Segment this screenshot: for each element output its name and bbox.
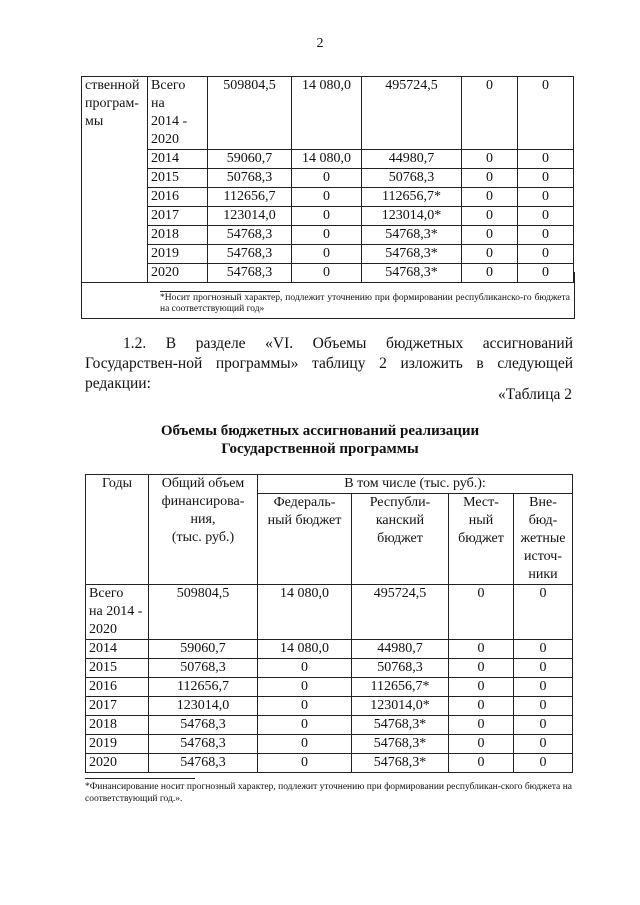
other-header-line: Вне- xyxy=(529,495,557,510)
total-cell: 54768,3 xyxy=(208,264,292,283)
federal-cell: 0 xyxy=(258,697,352,716)
total-cell: 112656,7 xyxy=(208,188,292,207)
local-header-line: Мест- xyxy=(463,495,499,510)
local-cell: 0 xyxy=(449,735,514,754)
period-cell-line: на xyxy=(151,96,165,111)
period-cell-line: 2017 xyxy=(151,208,179,223)
table-row xyxy=(86,716,573,735)
federal-cell: 0 xyxy=(258,659,352,678)
table-row xyxy=(86,735,573,754)
total-cell: 123014,0 xyxy=(149,697,258,716)
table-row xyxy=(82,77,574,150)
other-cell: 0 xyxy=(514,716,573,735)
other-cell: 0 xyxy=(518,169,574,188)
local-cell: 0 xyxy=(462,264,518,283)
table-title-line: Объемы бюджетных ассигнований реализации xyxy=(160,423,480,439)
other-cell: 0 xyxy=(518,77,574,150)
local-cell: 0 xyxy=(449,640,514,659)
federal-cell: 0 xyxy=(292,169,362,188)
period-cell xyxy=(86,659,149,678)
other-cell: 0 xyxy=(518,207,574,226)
other-header xyxy=(514,494,573,585)
other-cell: 0 xyxy=(518,150,574,169)
republic-cell: 112656,7* xyxy=(362,188,462,207)
period-cell-line: 2020 xyxy=(89,755,117,770)
table-row xyxy=(82,150,574,169)
total-cell: 112656,7 xyxy=(149,678,258,697)
table-row xyxy=(86,659,573,678)
period-cell xyxy=(148,150,208,169)
total-cell: 50768,3 xyxy=(149,659,258,678)
federal-cell: 14 080,0 xyxy=(258,585,352,640)
republic-header xyxy=(352,494,449,585)
table-row xyxy=(82,245,574,264)
period-cell xyxy=(148,77,208,150)
period-cell-line: 2014 xyxy=(89,641,117,656)
period-cell-line: Всего xyxy=(151,78,186,93)
period-cell xyxy=(148,188,208,207)
other-header-line: ники xyxy=(528,567,558,582)
amendment-paragraph: 1.2. В разделе «VI. Объемы бюджетных ассигнований Государствен-ной программы» таблицу 2 изложить в следующей редакции: xyxy=(85,335,573,392)
republic-header-line: Республи- xyxy=(369,495,431,510)
federal-header xyxy=(258,494,352,585)
table-footnote: *Носит прогнозный характер, подлежит уточнению при формировании республиканско-го бюджета на соответствующий год» xyxy=(160,293,570,314)
period-cell xyxy=(148,169,208,188)
table-row xyxy=(86,754,573,773)
period-cell-line: 2016 xyxy=(89,679,117,694)
local-cell: 0 xyxy=(462,188,518,207)
page-number: 2 xyxy=(316,36,324,51)
period-cell xyxy=(86,678,149,697)
table-row xyxy=(82,207,574,226)
republic-cell: 54768,3* xyxy=(362,245,462,264)
period-cell xyxy=(148,245,208,264)
republic-cell: 54768,3* xyxy=(362,264,462,283)
years-header: Годы xyxy=(86,475,149,585)
republic-header-line: бюджет xyxy=(377,531,423,546)
total-cell: 50768,3 xyxy=(208,169,292,188)
table-row xyxy=(86,640,573,659)
period-cell-line: 2020 xyxy=(89,622,117,637)
period-cell-line: 2016 xyxy=(151,189,179,204)
period-cell-line: 2018 xyxy=(89,717,117,732)
republic-cell: 50768,3 xyxy=(362,169,462,188)
program-name-cell xyxy=(82,77,148,283)
republic-cell: 50768,3 xyxy=(352,659,449,678)
period-cell-line: 2015 xyxy=(151,170,179,185)
period-cell xyxy=(148,226,208,245)
other-cell: 0 xyxy=(518,226,574,245)
republic-cell: 123014,0* xyxy=(352,697,449,716)
period-cell xyxy=(86,716,149,735)
other-cell: 0 xyxy=(514,585,573,640)
other-cell: 0 xyxy=(514,678,573,697)
total-cell: 54768,3 xyxy=(149,735,258,754)
table-caption: «Таблица 2 xyxy=(497,386,572,403)
period-cell xyxy=(86,697,149,716)
federal-cell: 0 xyxy=(258,735,352,754)
other-cell: 0 xyxy=(518,188,574,207)
total-cell: 59060,7 xyxy=(208,150,292,169)
federal-cell: 0 xyxy=(292,207,362,226)
republic-cell: 112656,7* xyxy=(352,678,449,697)
period-cell-line: 2014 xyxy=(151,151,179,166)
republic-cell: 54768,3* xyxy=(362,226,462,245)
local-cell: 0 xyxy=(449,678,514,697)
table-title xyxy=(0,422,640,458)
period-cell-line: 2017 xyxy=(89,698,117,713)
program-name-cell-line: ственной xyxy=(85,78,140,93)
period-cell-line: Всего xyxy=(89,586,124,601)
period-cell-line: 2019 xyxy=(151,246,179,261)
local-cell: 0 xyxy=(449,716,514,735)
federal-cell: 0 xyxy=(292,245,362,264)
table-footnote: *Финансирование носит прогнозный характер, подлежит уточнению при формировании республикан-ского бюджета на соответствующий год.». xyxy=(85,782,572,804)
table-row xyxy=(82,169,574,188)
footnote-separator xyxy=(85,778,195,779)
period-cell-line: 2020 xyxy=(151,265,179,280)
period-cell-line: 2019 xyxy=(89,736,117,751)
local-cell: 0 xyxy=(462,150,518,169)
total-cell: 54768,3 xyxy=(208,245,292,264)
header-row xyxy=(86,475,573,494)
other-cell: 0 xyxy=(514,735,573,754)
total-header-line: Общий объем xyxy=(161,476,245,491)
federal-cell: 0 xyxy=(258,754,352,773)
total-header-line: финансирова- xyxy=(161,494,245,509)
local-cell: 0 xyxy=(462,77,518,150)
other-cell: 0 xyxy=(514,659,573,678)
total-cell: 54768,3 xyxy=(208,226,292,245)
local-cell: 0 xyxy=(462,245,518,264)
republic-cell: 44980,7 xyxy=(362,150,462,169)
federal-cell: 0 xyxy=(258,678,352,697)
period-cell xyxy=(86,754,149,773)
table-row xyxy=(86,585,573,640)
period-cell-line: 2014 - xyxy=(151,114,188,129)
total-cell: 123014,0 xyxy=(208,207,292,226)
total-header-line: (тыс. руб.) xyxy=(171,530,235,545)
local-cell: 0 xyxy=(462,169,518,188)
other-cell: 0 xyxy=(514,754,573,773)
federal-cell: 14 080,0 xyxy=(292,77,362,150)
table-row xyxy=(82,226,574,245)
total-cell: 54768,3 xyxy=(149,716,258,735)
federal-cell: 14 080,0 xyxy=(258,640,352,659)
table-title-line: Государственной программы xyxy=(221,441,419,457)
other-cell: 0 xyxy=(514,640,573,659)
local-cell: 0 xyxy=(449,659,514,678)
period-cell xyxy=(86,640,149,659)
other-cell: 0 xyxy=(514,697,573,716)
total-header-line: ния, xyxy=(190,512,216,527)
budget-allocation-table xyxy=(85,474,573,773)
total-cell: 59060,7 xyxy=(149,640,258,659)
total-cell: 509804,5 xyxy=(149,585,258,640)
local-cell: 0 xyxy=(449,697,514,716)
federal-header-line: Федераль- xyxy=(273,495,336,510)
period-cell xyxy=(148,207,208,226)
group-header: В том числе (тыс. руб.): xyxy=(258,475,573,494)
republic-cell: 123014,0* xyxy=(362,207,462,226)
federal-cell: 0 xyxy=(292,226,362,245)
republic-cell: 54768,3* xyxy=(352,735,449,754)
total-header xyxy=(149,475,258,585)
local-header-line: бюджет xyxy=(458,531,504,546)
local-header xyxy=(449,494,514,585)
republic-header-line: канский xyxy=(375,513,425,528)
period-cell xyxy=(86,735,149,754)
other-header-line: источ- xyxy=(524,549,562,564)
total-cell: 54768,3 xyxy=(149,754,258,773)
local-cell: 0 xyxy=(449,754,514,773)
federal-header-line: ный бюджет xyxy=(267,513,342,528)
period-cell-line: 2018 xyxy=(151,227,179,242)
total-cell: 509804,5 xyxy=(208,77,292,150)
federal-cell: 0 xyxy=(292,264,362,283)
republic-cell: 54768,3* xyxy=(352,716,449,735)
other-cell: 0 xyxy=(518,245,574,264)
period-cell-line: 2020 xyxy=(151,132,179,147)
footnote-separator xyxy=(160,291,280,292)
program-name-cell-line: мы xyxy=(85,114,104,129)
local-cell: 0 xyxy=(449,585,514,640)
local-cell: 0 xyxy=(462,207,518,226)
federal-cell: 0 xyxy=(258,716,352,735)
period-cell-line: на 2014 - xyxy=(89,604,143,619)
table-row xyxy=(86,697,573,716)
republic-cell: 495724,5 xyxy=(352,585,449,640)
federal-cell: 14 080,0 xyxy=(292,150,362,169)
republic-cell: 495724,5 xyxy=(362,77,462,150)
local-header-line: ный xyxy=(468,513,494,528)
other-cell: 0 xyxy=(518,264,574,283)
other-header-line: жетные xyxy=(520,531,566,546)
period-cell xyxy=(86,585,149,640)
continued-financing-table xyxy=(81,76,574,283)
program-name-cell-line: програм- xyxy=(85,96,139,111)
table-row xyxy=(82,188,574,207)
table-row xyxy=(86,678,573,697)
local-cell: 0 xyxy=(462,226,518,245)
other-header-line: бюд- xyxy=(528,513,558,528)
federal-cell: 0 xyxy=(292,188,362,207)
republic-cell: 44980,7 xyxy=(352,640,449,659)
table-footnote-area xyxy=(81,272,575,319)
period-cell-line: 2015 xyxy=(89,660,117,675)
republic-cell: 54768,3* xyxy=(352,754,449,773)
